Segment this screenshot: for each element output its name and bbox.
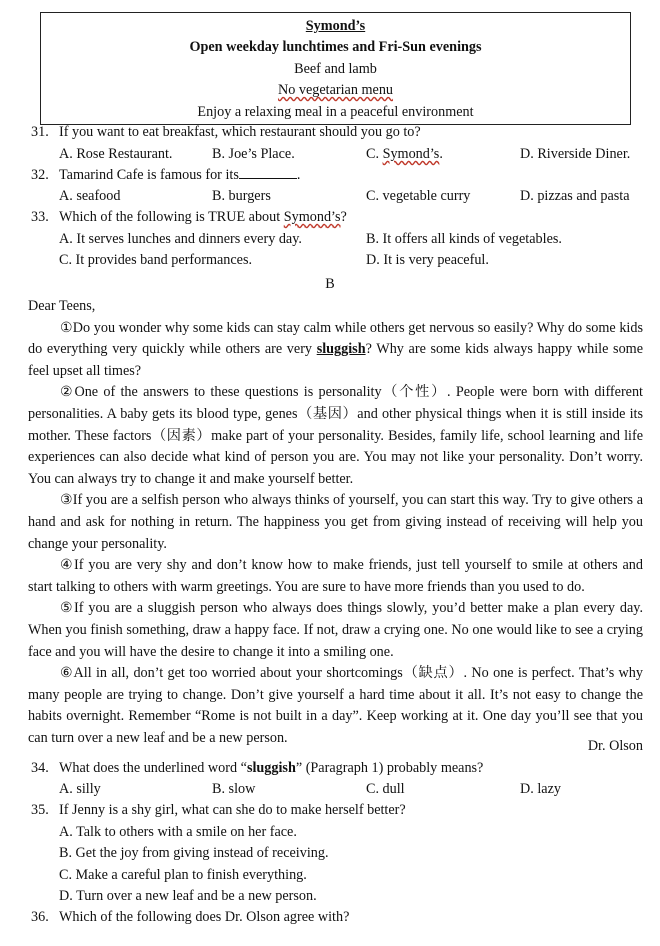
q33-option-c[interactable]: C. It provides band performances. — [59, 252, 253, 268]
q34-option-c[interactable]: C. dull — [366, 781, 405, 797]
q33-option-a[interactable]: A. It serves lunches and dinners every day. — [59, 231, 302, 247]
q31-option-b[interactable]: B. Joe’s Place. — [212, 146, 295, 162]
q34-option-b[interactable]: B. slow — [212, 781, 256, 797]
question-number: 33. — [31, 209, 49, 225]
question-32 — [31, 166, 300, 184]
q35-option-c[interactable]: C. Make a careful plan to finish everything. — [59, 867, 307, 883]
answer-blank — [239, 166, 297, 179]
q31-option-d[interactable]: D. Riverside Diner. — [520, 146, 631, 162]
q32-option-d[interactable]: D. pizzas and pasta — [520, 188, 630, 204]
paragraph-1-text-a: ①Do you wonder why some kids can stay calm while others get nervous so easily? Why do some kids do everything very quickly while others are very — [28, 319, 643, 358]
question-stem: Which of the following is TRUE about Symond’s? — [59, 209, 347, 225]
greeting: Dear Teens, — [28, 298, 96, 314]
q32-option-a[interactable]: A. seafood — [59, 188, 121, 204]
question-stem: Which of the following does Dr. Olson agree with? — [59, 909, 350, 925]
underlined-word: sluggish — [316, 341, 366, 358]
question-number: 32. — [31, 167, 49, 183]
question-33 — [31, 209, 347, 226]
paragraph-4: ④If you are very shy and don’t know how to make friends, just tell yourself to smile at others and start talking to others with warm greetings. You are sure to have more friends than you used to do. — [28, 557, 643, 595]
q31-option-c[interactable]: C. Symond’s. — [366, 146, 443, 162]
paragraph-1 — [28, 318, 643, 383]
q35-option-a[interactable]: A. Talk to others with a smile on her face. — [59, 824, 297, 840]
question-number: 31. — [31, 124, 49, 140]
question-34 — [31, 760, 483, 777]
paragraph-3: ③If you are a selfish person who always thinks of yourself, you can start this way. Try to give others a hand and ask for nothing in return. The happiness you get from giving instead of receiving will help you change your personality. — [28, 492, 643, 552]
question-stem: Tamarind Cafe is famous for its — [59, 167, 239, 183]
question-number: 35. — [31, 802, 49, 818]
question-35 — [31, 802, 406, 819]
question-stem-c: ” (Paragraph 1) probably means? — [295, 760, 484, 776]
q32-option-c[interactable]: C. vegetable curry — [366, 188, 471, 204]
q34-option-a[interactable]: A. silly — [59, 781, 101, 797]
q33-option-b[interactable]: B. It offers all kinds of vegetables. — [366, 231, 562, 247]
q31-option-a[interactable]: A. Rose Restaurant. — [59, 146, 173, 162]
question-36 — [31, 909, 349, 926]
paragraph-6: ⑥All in all, don’t get too worried about your shortcomings（缺点）. No one is perfect. That’s why many people are trying to change. Don’t give yourself a hard time about it all. It’s not easy to change the habits overnight. Remember “Rome is not built in a day”. Keep working at it. One day you’ll see that you can turn over a new leaf and be a new person. — [28, 665, 643, 746]
q35-option-d[interactable]: D. Turn over a new leaf and be a new person. — [59, 888, 317, 904]
q34-option-d[interactable]: D. lazy — [520, 781, 561, 797]
restaurant-ad-box — [40, 12, 631, 125]
ad-note: Enjoy a relaxing meal in a peaceful environment — [197, 103, 474, 120]
ad-hours: Open weekday lunchtimes and Fri-Sun evenings — [189, 39, 482, 56]
question-number: 36. — [31, 909, 49, 925]
ad-food: Beef and lamb — [294, 60, 377, 77]
q33-option-d[interactable]: D. It is very peaceful. — [366, 252, 489, 268]
question-31 — [31, 124, 421, 141]
q35-option-b[interactable]: B. Get the joy from giving instead of receiving. — [59, 845, 329, 861]
question-stem-end: . — [296, 167, 301, 183]
paragraph-1-text-c: ? Why are some kids always happy while some feel upset all times? — [28, 341, 644, 379]
question-number: 34. — [31, 760, 49, 776]
ad-veg-note — [41, 80, 630, 101]
question-stem: If Jenny is a shy girl, what can she do to make herself better? — [59, 802, 406, 818]
ad-title: Symond’s — [305, 18, 366, 34]
section-heading: B — [325, 276, 335, 292]
paragraph-2: ②One of the answers to these questions is personality（个性）. People were born with different personalities. A baby gets its blood type, genes（基因）and other physical things when it is still inside its mother. These factors（因素）make part of your personality. Besides, family life, school learning and life experiences can also decide what kind of person you are. You may not like your personality. Don’t worry. You can always try to change it and make yourself better. — [28, 384, 643, 487]
question-stem-a: What does the underlined word “ — [59, 760, 247, 776]
signature: Dr. Olson — [587, 738, 643, 754]
q32-option-b[interactable]: B. burgers — [212, 188, 271, 204]
ad-veg-note-text: No vegetarian menu — [277, 82, 394, 99]
paragraph-5: ⑤If you are a sluggish person who always does things slowly, you’d better make a plan every day. When you finish something, draw a happy face. If not, draw a crying one. No one would like to see a crying face and you will have the desire to change it into a smiling one. — [28, 600, 643, 660]
passage — [28, 296, 643, 749]
question-stem: If you want to eat breakfast, which restaurant should you go to? — [59, 124, 421, 140]
question-keyword: sluggish — [246, 760, 296, 776]
